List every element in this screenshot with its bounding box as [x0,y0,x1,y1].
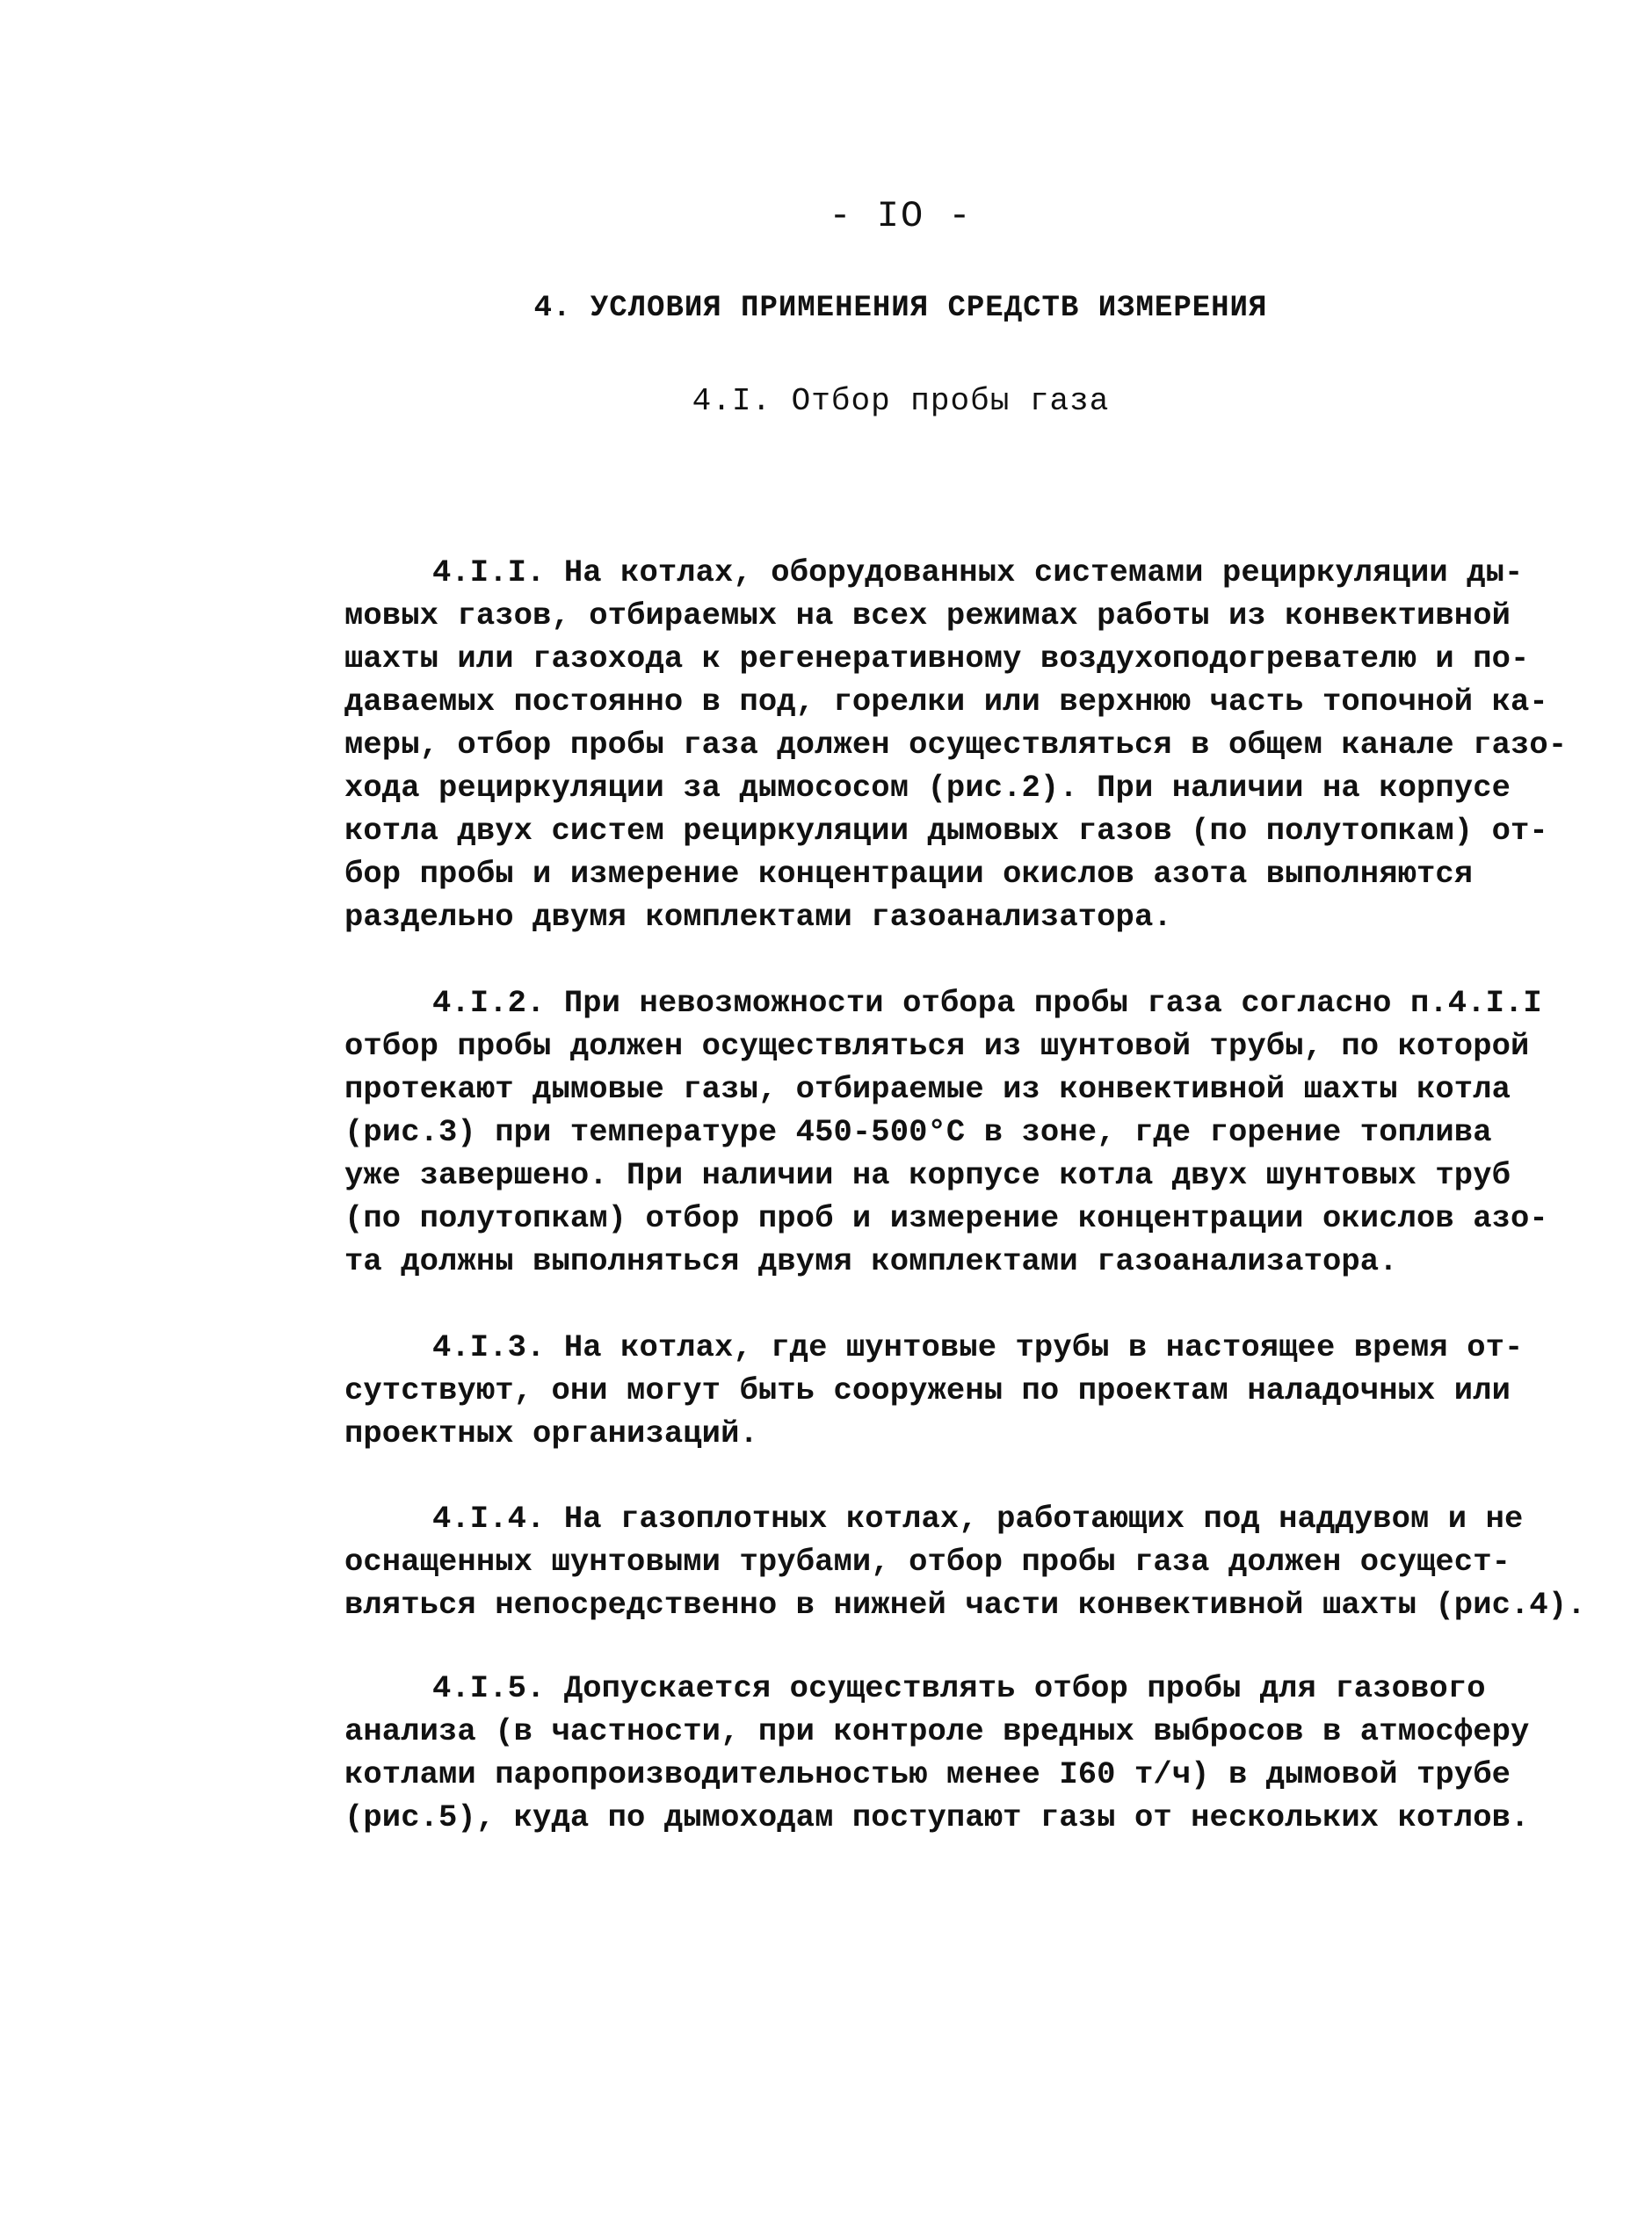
text-line: та должны выполняться двумя комплектами газоанализатора. [344,1243,1398,1279]
text-line: 4.I.3. На котлах, где шунтовые трубы в настоящее время от- [432,1329,1524,1365]
text-line: протекают дымовые газы, отбираемые из конвективной шахты котла [344,1071,1511,1107]
page-number: - IO - [829,195,973,237]
text-line: 4.I.I. На котлах, оборудованных системами рециркуляции ды- [432,554,1524,590]
text-line: раздельно двумя комплектами газоанализатора. [344,899,1172,935]
text-line: даваемых постоянно в под, горелки или верхнюю часть топочной ка- [344,684,1548,720]
text-line: котлами паропроизводительностью менее I60 т/ч) в дымовой трубе [344,1756,1511,1792]
paragraph-4-1-4 [344,1497,1586,1626]
text-line: котла двух систем рециркуляции дымовых газов (по полутопкам) от- [344,813,1548,849]
text-line: 4.I.2. При невозможности отбора пробы газа согласно п.4.I.I [432,985,1542,1021]
paragraph-4-1-2 [344,981,1548,1283]
text-line: (рис.5), куда по дымоходам поступают газы от нескольких котлов. [344,1799,1530,1835]
text-line: отбор пробы должен осуществляться из шунтовой трубы, по которой [344,1028,1530,1064]
text-line: шахты или газохода к регенеративному воздухоподогревателю и по- [344,640,1530,677]
paragraph-4-1-1 [344,551,1568,938]
text-line: уже завершено. При наличии на корпусе котла двух шунтовых труб [344,1157,1511,1193]
text-line: проектных организаций. [344,1415,758,1451]
text-line: вляться непосредственно в нижней части конвективной шахты (рис.4). [344,1587,1586,1623]
paragraph-4-1-5 [344,1667,1530,1839]
text-line: мовых газов, отбираемых на всех режимах работы из конвективной [344,597,1511,633]
text-line: сутствуют, они могут быть сооружены по проектам наладочных или [344,1372,1511,1408]
subsection-title: 4.I. Отбор пробы газа [692,383,1110,419]
text-line: анализа (в частности, при контроле вредных выбросов в атмосферу [344,1713,1530,1749]
text-line: (по полутопкам) отбор проб и измерение концентрации окислов азо- [344,1200,1548,1236]
text-line: (рис.3) при температуре 450-500°С в зоне, где горение топлива [344,1114,1492,1150]
text-line: 4.I.4. На газоплотных котлах, работающих под наддувом и не [432,1501,1524,1537]
text-line: бор пробы и измерение концентрации окислов азота выполняются [344,856,1474,892]
text-line: меры, отбор пробы газа должен осуществляться в общем канале газо- [344,727,1568,763]
text-line: оснащенных шунтовыми трубами, отбор пробы газа должен осущест- [344,1544,1511,1580]
paragraph-4-1-3 [344,1326,1524,1455]
text-line: 4.I.5. Допускается осуществлять отбор пробы для газового [432,1670,1486,1706]
section-title: 4. УСЛОВИЯ ПРИМЕНЕНИЯ СРЕДСТВ ИЗМЕРЕНИЯ [533,292,1268,325]
text-line: хода рециркуляции за дымососом (рис.2). При наличии на корпусе [344,770,1511,806]
